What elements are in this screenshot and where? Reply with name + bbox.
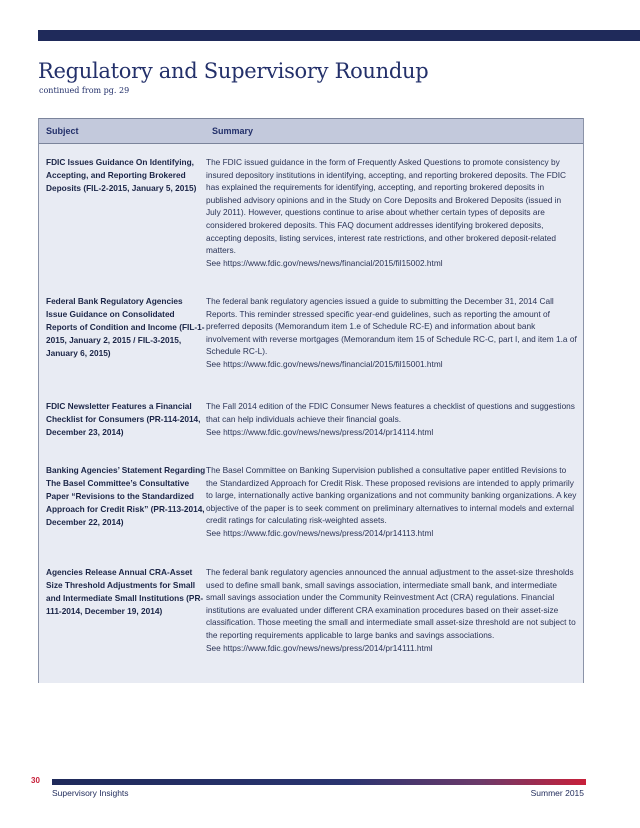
row-summary-text: The federal bank regulatory agencies announced the annual adjustment to the asset-size thresholds used to define small bank, small savings association, intermediate small bank, and intermediate small savings association under the Community Reinvestment Act (CRA) regulations. Financial institutions are evaluated under different CRA examination procedures based on their asset-size classification. Those meeting the small and intermediate small asset-size threshold are not subject to the reporting requirements applicable to large banks and savings associations.	[206, 567, 576, 640]
row-link[interactable]: See https://www.fdic.gov/news/news/press/2014/pr14113.html	[206, 528, 434, 539]
row-summary-text: The FDIC issued guidance in the form of Frequently Asked Questions to promote consistency by insured depository institutions in identifying, accepting, and reporting brokered deposits. The FDIC has explained the requirements for identifying, accepting, and reporting brokered deposits in published advisory opinions and in the Study on Core Deposits and Brokered Deposits (issued in July 2011). However, questions continue to arise about whether certain types of deposits are considered brokered deposits. This FAQ document addresses identifying brokered deposits, accepting deposits, listing services, interest rate restrictions, and other brokered deposit-related matters.	[206, 157, 567, 256]
page-subtitle: continued from pg. 29	[39, 86, 130, 95]
row-link[interactable]: See https://www.fdic.gov/news/news/financial/2015/fil15002.html	[206, 258, 443, 269]
row-summary	[206, 156, 578, 270]
row-summary-text: The Basel Committee on Banking Supervision published a consultative paper entitled Revisions to the Standardized Approach for Credit Risk. These proposed revisions are intended to apply primarily to large, internationally active banking organizations and not community banking organizations. A key objective of the paper is to seek comment on preliminary alternatives to internal models and external credit ratings for calculating risk-weighted assets.	[206, 465, 577, 526]
table-row	[39, 464, 583, 539]
table-row	[39, 156, 583, 269]
row-link[interactable]: See https://www.fdic.gov/news/news/press/2014/pr14114.html	[206, 426, 434, 437]
row-summary	[206, 295, 578, 371]
table-row	[39, 400, 583, 439]
row-summary	[206, 566, 578, 655]
footer-accent-band	[52, 779, 586, 785]
table-row	[39, 566, 583, 654]
column-header-summary: Summary	[212, 126, 254, 136]
row-link[interactable]: See https://www.fdic.gov/news/news/press/2014/pr14111.html	[206, 643, 433, 654]
page-title: Regulatory and Supervisory Roundup	[38, 59, 429, 83]
table-header	[39, 118, 583, 144]
row-subject: Agencies Release Annual CRA-Asset Size Threshold Adjustments for Small and Intermediate Small Institutions (PR-111-2014, December 19, 2014)	[46, 567, 204, 616]
table-row	[39, 295, 583, 370]
page-number: 30	[31, 776, 40, 785]
row-summary	[206, 400, 578, 438]
column-header-subject: Subject	[46, 126, 79, 136]
row-subject: FDIC Newsletter Features a Financial Checklist for Consumers (PR-114-2014, December 23, 2014)	[46, 401, 201, 437]
row-subject: FDIC Issues Guidance On Identifying, Accepting, and Reporting Brokered Deposits (FIL-2-2015, January 5, 2015)	[46, 157, 197, 193]
roundup-table	[38, 118, 584, 683]
row-summary-text: The federal bank regulatory agencies issued a guide to submitting the December 31, 2014 Call Reports. This reminder stressed specific year-end guidelines, such as reporting the amount of preferred deposits (Memorandum item 1.e of Schedule RC-E) and information about bank involvement with reverse mortgages (Memorandum item 15 of Schedule RC-C, part I, and item 1.a of Schedule RC-L).	[206, 296, 577, 357]
row-subject: Federal Bank Regulatory Agencies Issue Guidance on Consolidated Reports of Condition and Income (FIL-1-2015, January 2, 2015 / FIL-3-2015, January 6, 2015)	[46, 296, 205, 358]
row-summary-text: The Fall 2014 edition of the FDIC Consumer News features a checklist of questions and suggestions that can help individuals achieve their financial goals.	[206, 401, 575, 424]
row-link[interactable]: See https://www.fdic.gov/news/news/financial/2015/fil15001.html	[206, 359, 443, 370]
publication-name: Supervisory Insights	[52, 788, 129, 798]
row-summary	[206, 464, 578, 540]
issue-label: Summer 2015	[530, 788, 584, 798]
top-accent-band	[38, 30, 640, 41]
row-subject: Banking Agencies’ Statement Regarding The Basel Committee’s Consultative Paper “Revisions to the Standardized Approach for Credit Risk” (PR-113-2014, December 22, 2014)	[46, 465, 206, 527]
